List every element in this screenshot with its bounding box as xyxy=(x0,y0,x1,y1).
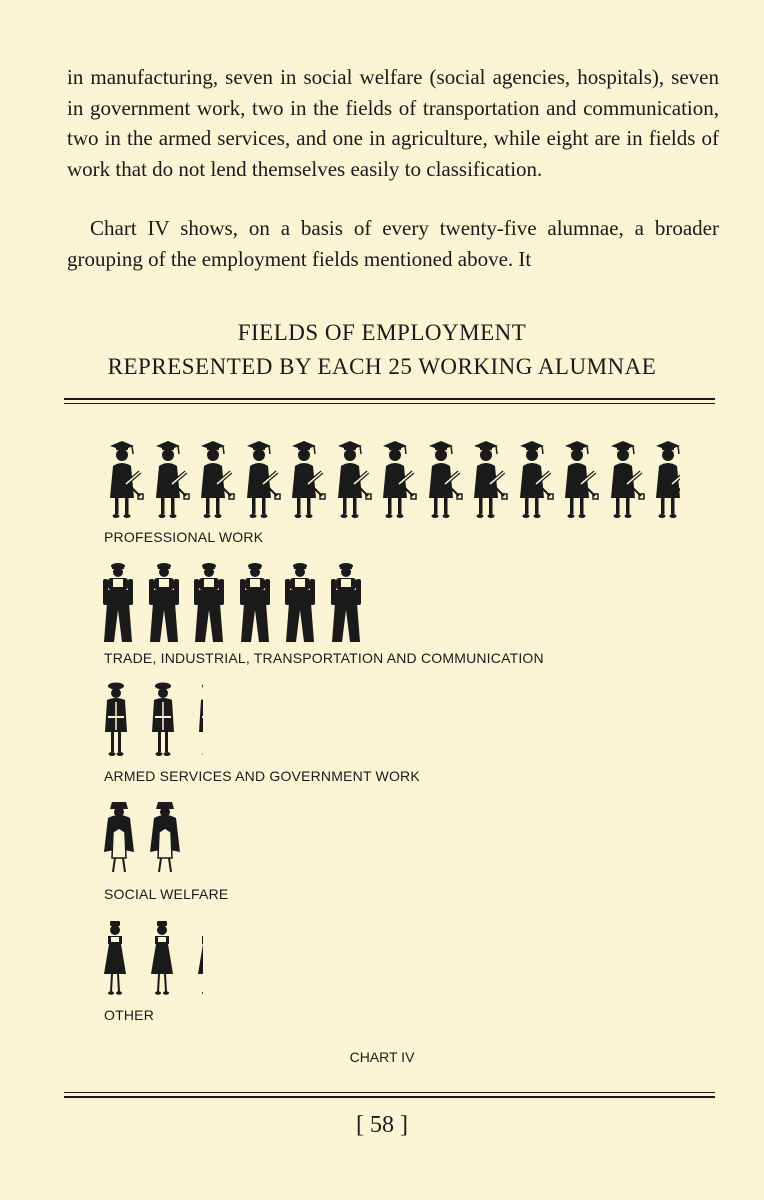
bottom-rule xyxy=(64,1096,715,1098)
worker-in-overalls-icon xyxy=(330,562,362,644)
graduate-with-diploma-icon xyxy=(102,440,144,522)
chart-title: FIELDS OF EMPLOYMENT xyxy=(237,320,527,345)
woman-in-dress-icon xyxy=(196,920,203,998)
graduate-with-diploma-icon xyxy=(421,440,463,522)
category-label-armed-government: ARMED SERVICES AND GOVERNMENT WORK xyxy=(104,768,420,784)
graduate-with-diploma-icon xyxy=(239,440,281,522)
worker-in-overalls-icon xyxy=(148,562,180,644)
worker-in-overalls-icon xyxy=(284,562,316,644)
top-rule-thin xyxy=(64,403,715,404)
category-label-trade: TRADE, INDUSTRIAL, TRANSPORTATION AND COMMUNICATION xyxy=(104,650,544,666)
woman-in-dress-icon xyxy=(102,920,128,998)
category-label-social-welfare: SOCIAL WELFARE xyxy=(104,886,229,902)
body-paragraph-1 xyxy=(67,62,719,184)
chart-subtitle: REPRESENTED BY EACH 25 WORKING ALUMNAE xyxy=(107,354,657,379)
category-label-other: OTHER xyxy=(104,1007,154,1023)
paragraph-text: in manufacturing, seven in social welfare (social agencies, hospitals), seven in government work, two in the fields of transportation and communication, two in the armed services, and one in agriculture, while eight are in fields of work that do not lend themselves easily to classification. xyxy=(67,65,719,181)
graduate-with-diploma-icon xyxy=(193,440,235,522)
nurse-with-cape-icon xyxy=(102,800,136,878)
graduate-with-diploma-icon xyxy=(375,440,417,522)
top-rule xyxy=(64,398,715,400)
graduate-with-diploma-icon xyxy=(603,440,645,522)
pictograph-row-other xyxy=(102,920,702,1000)
graduate-with-diploma-icon xyxy=(466,440,508,522)
worker-in-overalls-icon xyxy=(102,562,134,644)
uniformed-woman-icon xyxy=(149,682,177,758)
paragraph-text: Chart IV shows, on a basis of every twenty-five alumnae, a broader grouping of the employment fields mentioned above. It xyxy=(67,216,719,271)
nurse-with-cape-icon xyxy=(148,800,182,878)
graduate-with-diploma-icon xyxy=(148,440,190,522)
woman-in-dress-icon xyxy=(149,920,175,998)
chart-caption: CHART IV xyxy=(349,1049,415,1065)
graduate-with-diploma-icon xyxy=(284,440,326,522)
uniformed-woman-icon xyxy=(102,682,130,758)
body-paragraph-2 xyxy=(67,213,719,274)
pictograph-row-social-welfare xyxy=(102,800,702,880)
pictograph-row-trade xyxy=(102,562,702,646)
bottom-rule-thin xyxy=(64,1092,715,1093)
page-number: [ 58 ] xyxy=(356,1112,408,1138)
worker-in-overalls-icon xyxy=(239,562,271,644)
worker-in-overalls-icon xyxy=(193,562,225,644)
uniformed-woman-icon xyxy=(196,682,203,758)
graduate-with-diploma-icon xyxy=(512,440,554,522)
graduate-with-diploma-icon xyxy=(330,440,372,522)
graduate-with-diploma-icon xyxy=(648,440,680,522)
category-label-professional: PROFESSIONAL WORK xyxy=(104,529,264,545)
pictograph-row-professional xyxy=(102,440,702,524)
pictograph-row-armed-government xyxy=(102,682,702,760)
graduate-with-diploma-icon xyxy=(557,440,599,522)
